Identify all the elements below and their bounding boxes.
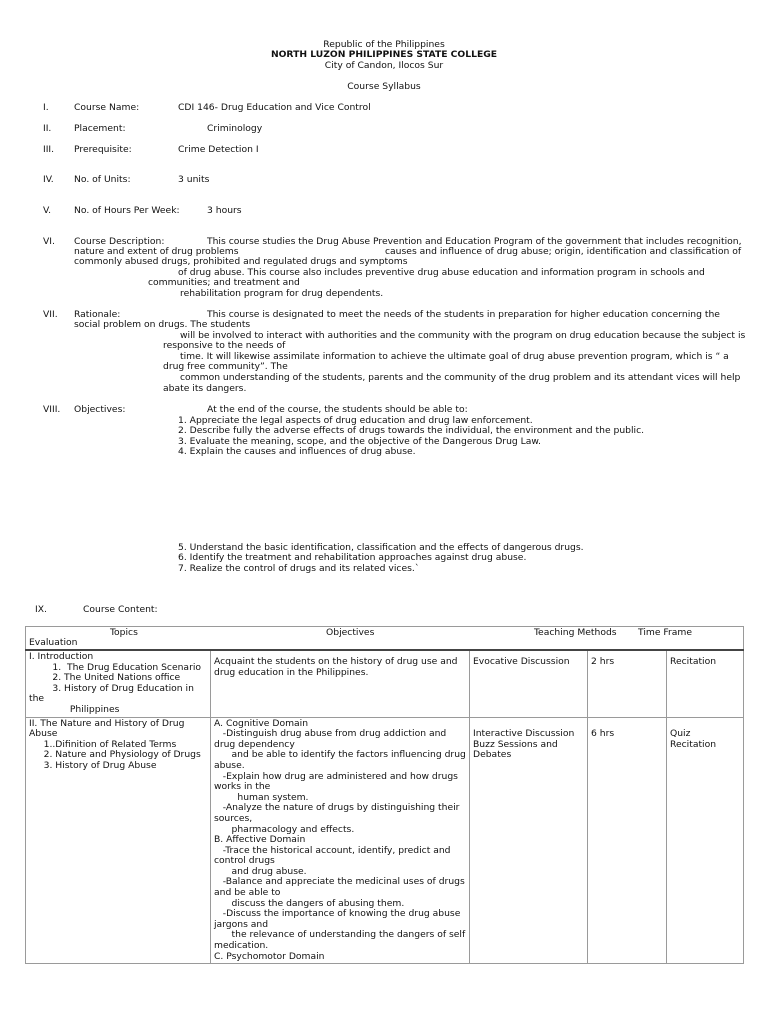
section-number: III. <box>43 144 55 155</box>
rationale-line: drug free community”. The <box>163 361 288 372</box>
row-evaluation: Recitation <box>667 650 744 717</box>
rationale-line: will be involved to interact with authorities and the community with the program on drug education because the subject is <box>180 330 746 341</box>
rationale-line: common understanding of the students, parents and the community of the drug problem and its attendant vices will help <box>180 372 741 383</box>
section-number: V. <box>43 205 52 216</box>
table-row <box>26 650 744 717</box>
table-header-row <box>26 627 744 651</box>
header-topics: Topics <box>110 627 138 638</box>
objective-item: 5. Understand the basic identification, classification and the effects of dangerous drugs. <box>178 542 584 553</box>
description-line: nature and extent of drug problems <box>74 246 239 257</box>
objective-item: 3. Evaluate the meaning, scope, and the objective of the Dangerous Drug Law. <box>178 436 541 447</box>
header-time-frame: Time Frame <box>638 627 693 638</box>
row-topics: II. The Nature and History of Drug Abuse 1..Difinition of Related Terms 2. Nature and Physiology of Drugs 3. History of Drug Abuse <box>26 717 211 964</box>
description-label: Course Description: <box>74 236 165 247</box>
row-time-frame: 6 hrs <box>588 717 667 964</box>
document-title: Course Syllabus <box>347 81 421 92</box>
header-evaluation: Evaluation <box>29 637 78 648</box>
row-objectives: A. Cognitive Domain -Distinguish drug abuse from drug addiction and drug dependency and be able to identify the factors influencing drug abuse. -Explain how drug are administered and how drugs works in the human system. -Analyze the nature of drugs by distinguishing their sources, pharmacology and effects. B. Affective Domain -Trace the historical account, identify, predict and control drugs and drug abuse. -Balance and appreciate the medicinal uses of drugs and be able to discuss the dangers of abusing them. -Discuss the importance of knowing the drug abuse jargons and the relevance of understanding the dangers of self medication. C. Psychomotor Domain <box>211 717 470 964</box>
header-objectives: Objectives <box>326 627 375 638</box>
description-line: of drug abuse. This course also includes preventive drug abuse education and information program in schools and <box>178 267 705 278</box>
city-line: City of Candon, Ilocos Sur <box>324 60 444 71</box>
hours-label: No. of Hours Per Week: <box>74 205 180 216</box>
description-line: This course studies the Drug Abuse Prevention and Education Program of the government that includes recognition, <box>207 236 742 247</box>
section-number: VI. <box>43 236 55 247</box>
section-number: II. <box>43 123 52 134</box>
course-content-label: Course Content: <box>83 604 158 615</box>
header-teaching-methods: Teaching Methods <box>534 627 617 638</box>
placement-label: Placement: <box>74 123 126 134</box>
course-name-label: Course Name: <box>74 102 140 113</box>
row-objectives: Acquaint the students on the history of drug use and drug education in the Philippines. <box>211 650 470 717</box>
row-teaching-methods: Interactive Discussion Buzz Sessions and Debates <box>470 717 588 964</box>
section-number: IV. <box>43 174 54 185</box>
description-line: causes and influence of drug abuse; origin, identification and classification of <box>385 246 742 257</box>
college-name: NORTH LUZON PHILIPPINES STATE COLLEGE <box>270 49 498 60</box>
section-number: VIII. <box>43 404 61 415</box>
units-label: No. of Units: <box>74 174 131 185</box>
placement-value: Criminology <box>207 123 263 134</box>
row-evaluation: Quiz Recitation <box>667 717 744 964</box>
objective-item: 7. Realize the control of drugs and its related vices.` <box>178 563 420 574</box>
units-value: 3 units <box>178 174 210 185</box>
course-content-table <box>25 626 744 964</box>
description-line: communities; and treatment and <box>148 277 300 288</box>
objectives-intro: At the end of the course, the students should be able to: <box>207 404 468 415</box>
rationale-line: social problem on drugs. The students <box>74 319 251 330</box>
prerequisite-value: Crime Detection I <box>178 144 259 155</box>
rationale-line: abate its dangers. <box>163 383 247 394</box>
row-topics: I. Introduction 1. The Drug Education Scenario 2. The United Nations office 3. History of Drug Education in the Philippines <box>26 650 211 717</box>
rationale-line: This course is designated to meet the needs of the students in preparation for higher education concerning the <box>207 309 720 320</box>
republic-line: Republic of the Philippines <box>323 39 445 50</box>
row-time-frame: 2 hrs <box>588 650 667 717</box>
table-row <box>26 717 744 964</box>
description-line: rehabilitation program for drug dependents. <box>180 288 384 299</box>
hours-value: 3 hours <box>207 205 242 216</box>
objective-item: 4. Explain the causes and influences of drug abuse. <box>178 446 416 457</box>
objective-item: 1. Appreciate the legal aspects of drug education and drug law enforcement. <box>178 415 533 426</box>
objective-item: 6. Identify the treatment and rehabilitation approaches against drug abuse. <box>178 552 527 563</box>
section-number: IX. <box>35 604 47 615</box>
section-number: VII. <box>43 309 58 320</box>
objectives-label: Objectives: <box>74 404 126 415</box>
row-teaching-methods: Evocative Discussion <box>470 650 588 717</box>
rationale-line: responsive to the needs of <box>163 340 286 351</box>
rationale-line: time. It will likewise assimilate information to achieve the ultimate goal of drug abuse prevention program, which is “ a <box>180 351 729 362</box>
description-line: commonly abused drugs, prohibited and regulated drugs and symptoms <box>74 256 408 267</box>
course-name-value: CDI 146- Drug Education and Vice Control <box>178 102 371 113</box>
section-number: I. <box>43 102 49 113</box>
objective-item: 2. Describe fully the adverse effects of drugs towards the individual, the environment and the public. <box>178 425 645 436</box>
prerequisite-label: Prerequisite: <box>74 144 132 155</box>
rationale-label: Rationale: <box>74 309 121 320</box>
